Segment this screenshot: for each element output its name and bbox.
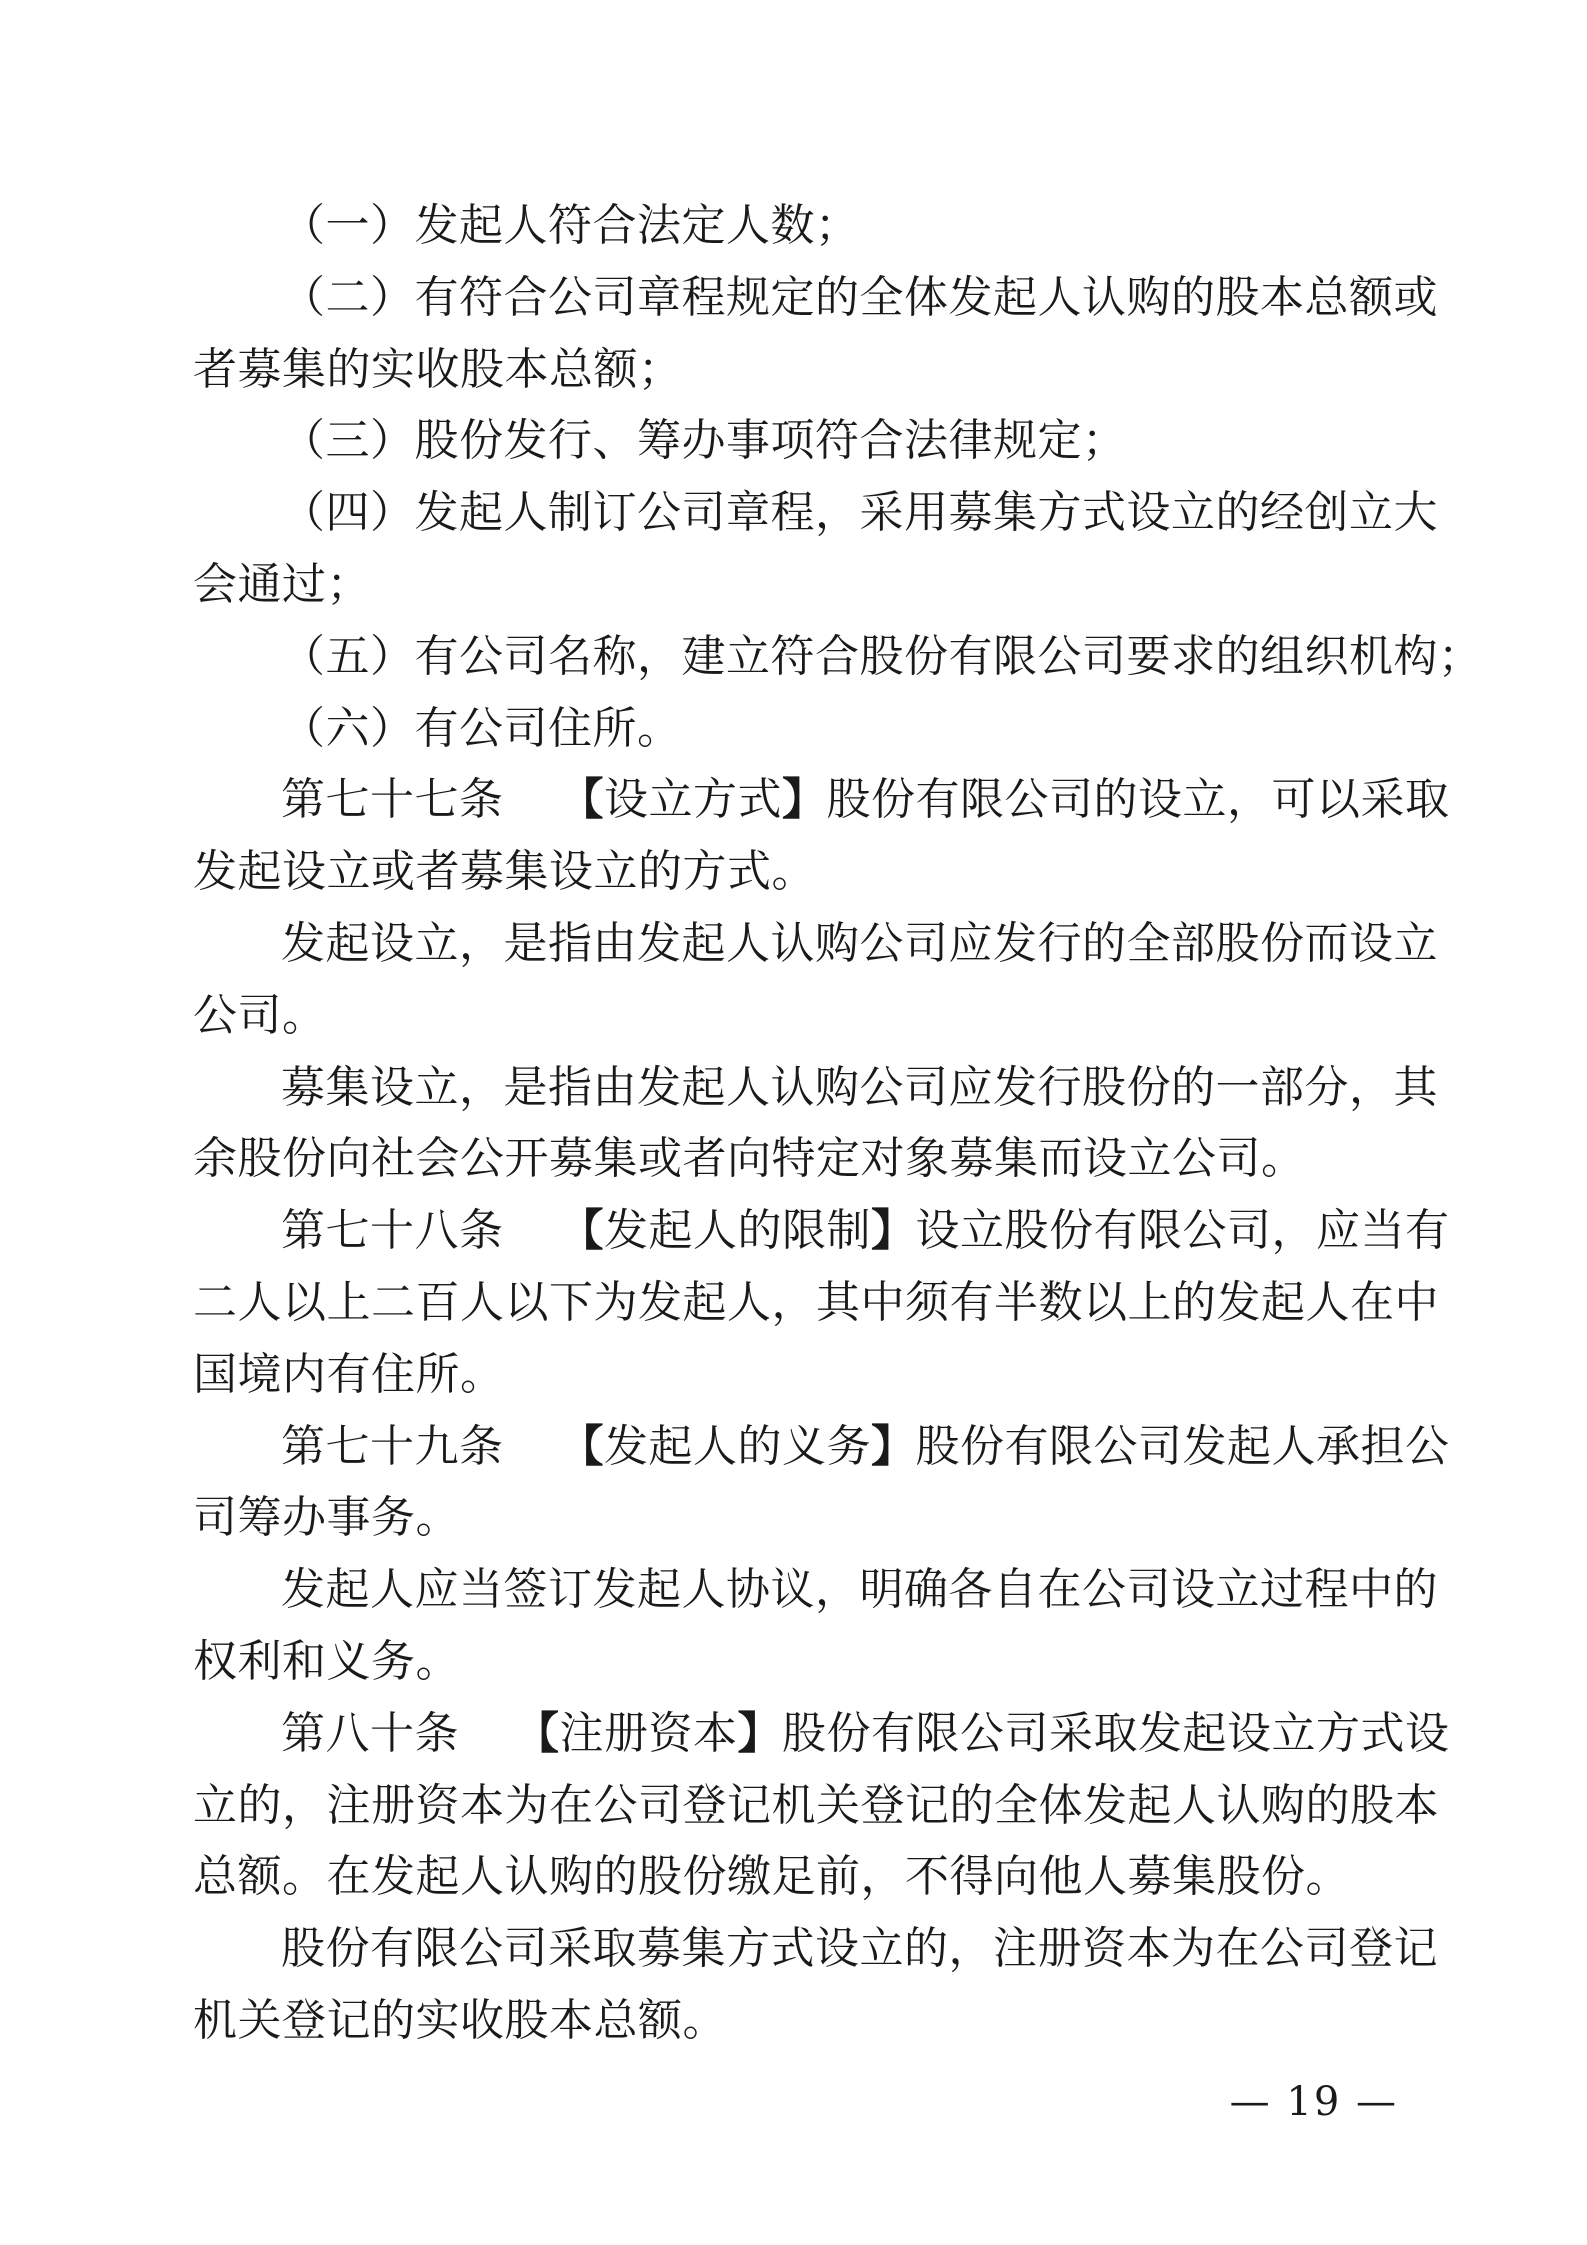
line-text: 发起人应当签订发起人协议，明确各自在公司设立过程中的 — [281, 1564, 1438, 1616]
body-text-line — [193, 1339, 1405, 1411]
article-heading-line — [193, 1195, 1450, 1267]
list-item-line — [193, 405, 1405, 477]
line-text: （五）有公司名称，建立符合股份有限公司要求的组织机构； — [281, 630, 1483, 682]
topic-bracket: 【 — [559, 774, 604, 826]
body-text-line — [193, 1554, 1438, 1626]
topic-bracket: 】 — [737, 1707, 782, 1759]
document-body — [193, 190, 1483, 2057]
line-text: （三）股份发行、筹办事项符合法律规定； — [281, 415, 1127, 467]
body-text-line — [193, 1626, 1405, 1698]
article-number: 第七十八条 — [281, 1205, 504, 1257]
topic-bracket: 】 — [871, 1205, 916, 1257]
body-text-line — [193, 1123, 1405, 1195]
line-text: （六）有公司住所。 — [281, 702, 682, 754]
line-text: （二）有符合公司章程规定的全体发起人认购的股本总额或 — [281, 271, 1438, 323]
topic-label: 发起人的限制 — [604, 1205, 871, 1257]
body-text-line — [193, 908, 1438, 980]
line-text: 总额。在发起人认购的股份缴足前，不得向他人募集股份。 — [193, 1851, 1350, 1903]
line-text: 余股份向社会公开募集或者向特定对象募集而设立公司。 — [193, 1133, 1306, 1185]
line-text: 权利和义务。 — [193, 1635, 460, 1687]
line-text: 公司。 — [193, 989, 327, 1041]
line-text: 发起设立，是指由发起人认购公司应发行的全部股份而设立 — [281, 917, 1438, 969]
line-text: 者募集的实收股本总额； — [193, 343, 683, 395]
body-text-line — [193, 1841, 1405, 1913]
body-text-line — [193, 549, 1405, 621]
line-text: 发起设立或者募集设立的方式。 — [193, 846, 816, 898]
list-item-line — [193, 621, 1483, 693]
body-text-line — [193, 1482, 1405, 1554]
article-number: 第七十九条 — [281, 1420, 504, 1472]
body-text-line — [193, 980, 1405, 1052]
list-item-line — [193, 190, 1405, 262]
list-item-line — [193, 477, 1438, 549]
topic-bracket: 】 — [871, 1420, 916, 1472]
body-text-line — [193, 836, 1405, 908]
list-item-line — [193, 693, 1405, 765]
line-text: （一）发起人符合法定人数； — [281, 200, 860, 251]
line-text: 股份有限公司的设立，可以采取 — [826, 774, 1450, 826]
line-text: 机关登记的实收股本总额。 — [193, 1994, 727, 2046]
topic-bracket: 【 — [515, 1707, 560, 1759]
line-text: 设立股份有限公司，应当有 — [915, 1205, 1450, 1257]
topic-bracket: 【 — [559, 1205, 604, 1257]
body-text-line — [193, 1267, 1439, 1339]
article-heading-line — [193, 1411, 1450, 1483]
body-text-line — [193, 334, 1405, 406]
article-number: 第七十七条 — [281, 774, 504, 826]
topic-label: 发起人的义务 — [604, 1420, 871, 1472]
line-text: 股份有限公司采取发起设立方式设 — [782, 1707, 1450, 1759]
topic-bracket: 】 — [782, 774, 827, 826]
topic-label: 设立方式 — [604, 774, 782, 826]
article-number: 第八十条 — [281, 1707, 459, 1759]
line-text: 国境内有住所。 — [193, 1348, 505, 1400]
page-number: — 19 — — [1229, 2079, 1398, 2125]
line-text: 立的，注册资本为在公司登记机关登记的全体发起人认购的股本 — [193, 1779, 1439, 1831]
line-text: 股份有限公司发起人承担公 — [915, 1420, 1450, 1472]
line-text: 司筹办事务。 — [193, 1492, 460, 1544]
article-heading-line — [193, 764, 1450, 836]
body-text-line — [193, 1913, 1438, 1985]
line-text: 募集设立，是指由发起人认购公司应发行股份的一部分，其 — [281, 1061, 1438, 1113]
article-heading-line — [193, 1698, 1450, 1770]
body-text-line — [193, 1770, 1439, 1842]
body-text-line — [193, 1052, 1438, 1124]
topic-bracket: 【 — [559, 1420, 604, 1472]
line-text: （四）发起人制订公司章程，采用募集方式设立的经创立大 — [281, 487, 1438, 539]
line-text: 股份有限公司采取募集方式设立的，注册资本为在公司登记 — [281, 1923, 1438, 1975]
body-text-line — [193, 1985, 1405, 2057]
line-text: 二人以上二百人以下为发起人，其中须有半数以上的发起人在中 — [193, 1276, 1439, 1328]
line-text: 会通过； — [193, 558, 371, 610]
topic-label: 注册资本 — [559, 1707, 738, 1759]
list-item-line — [193, 262, 1438, 334]
